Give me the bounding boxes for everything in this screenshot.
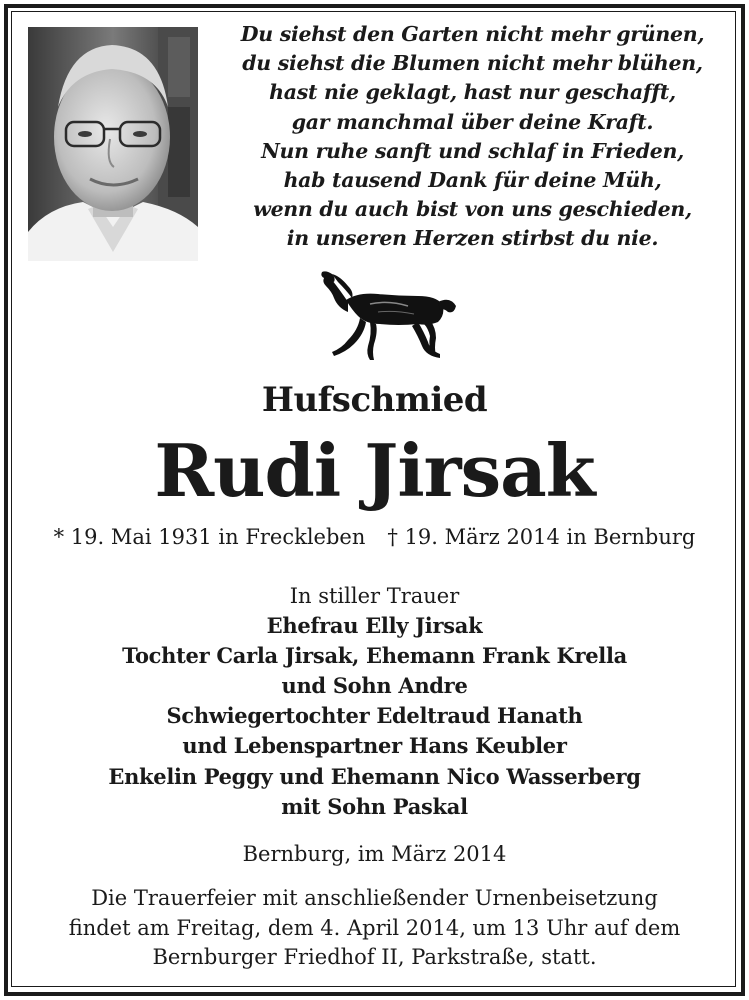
profession-title: Hufschmied xyxy=(261,380,488,420)
ceremony-line: Die Trauerfeier mit anschließender Urnenbeisetzung xyxy=(91,886,658,910)
poem xyxy=(205,20,740,254)
mourner-line: Ehefrau Elly Jirsak xyxy=(266,613,483,639)
poem-line: wenn du auch bist von uns geschieden, xyxy=(253,197,692,222)
ceremony-line: Bernburger Friedhof II, Parkstraße, statt. xyxy=(152,945,597,969)
poem-line: gar manchmal über deine Kraft. xyxy=(291,109,654,134)
mourner-line: Enkelin Peggy und Ehemann Nico Wasserberg xyxy=(108,763,641,789)
horse-icon xyxy=(318,268,458,364)
mourner-line: und Lebenspartner Hans Keubler xyxy=(182,733,567,759)
poem-line: in unseren Herzen stirbst du nie. xyxy=(286,226,659,251)
deceased-name: Rudi Jirsak xyxy=(154,428,595,513)
life-dates xyxy=(0,522,749,552)
death-date: † 19. März 2014 in Bernburg xyxy=(387,525,696,549)
mourner-line: Tochter Carla Jirsak, Ehemann Frank Krella xyxy=(122,643,627,669)
mourner-line: Schwiegertochter Edeltraud Hanath xyxy=(166,703,583,729)
place-date: Bernburg, im März 2014 xyxy=(242,842,507,866)
portrait-photo xyxy=(28,27,198,261)
poem-line: Nun ruhe sanft und schlaf in Frieden, xyxy=(261,138,684,163)
mourners-intro: In stiller Trauer xyxy=(289,584,460,608)
mourner-line: und Sohn Andre xyxy=(281,673,468,699)
poem-line: hast nie geklagt, hast nur geschafft, xyxy=(269,80,676,105)
ceremony-line: findet am Freitag, dem 4. April 2014, um 13 Uhr auf dem xyxy=(68,915,681,940)
poem-line: hab tausend Dank für deine Müh, xyxy=(283,168,662,193)
birth-date: * 19. Mai 1931 in Freckleben xyxy=(53,525,366,549)
ceremony-notice xyxy=(0,884,749,973)
poem-line: Du siehst den Garten nicht mehr grünen, xyxy=(240,22,705,46)
mourners-block xyxy=(0,581,749,822)
mourner-line: mit Sohn Paskal xyxy=(281,793,468,819)
poem-line: du siehst die Blumen nicht mehr blühen, xyxy=(242,51,703,76)
